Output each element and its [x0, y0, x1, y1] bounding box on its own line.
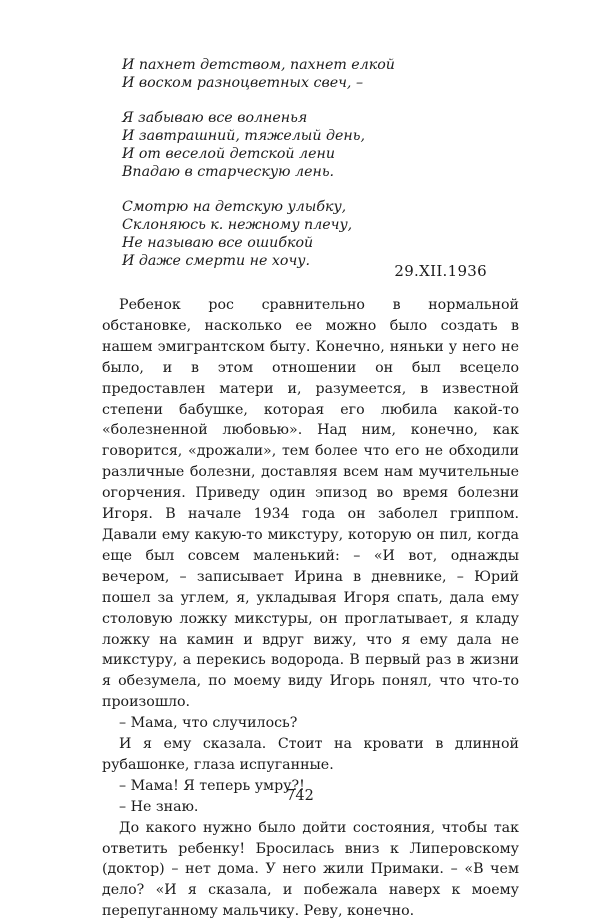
paragraph: И я ему сказала. Стоит на кровати в длинной рубашонке, глаза испуганные. [102, 736, 519, 773]
poem-line: И завтрашний, тяжелый день, [122, 128, 365, 144]
paragraph: Ребенок рос сравнительно в нормальной обстановке, насколько ее можно было создать в нашем эмигрантском быту. Конечно, няньки у него не было, и в этом отношении он был всецело предоставлен матери и, разумеется, в известной степени бабушке, которая его любила какой-то «болезненной любовью». Над ним, конечно, как говорится, «дрожали», тем более что его не обходили различные болезни, доставляя всем нам мучительные огорчения. Приведу один эпизод во время болезни Игоря. В начале 1934 года он заболел гриппом. Давали ему какую-то микстуру, которую он пил, когда еще был совсем маленький: – «И вот, однажды вечером, – записывает Ирина в дневнике, – Юрий пошел за углем, я, укладывая Игоря спать, дала ему столовую ложку микстуры, он проглатывает, я кладу ложку на камин и вдруг вижу, что я ему дала не микстуру, а перекись водорода. В первый раз в жизни я обезумела, по моему виду Игорь понял, что что-то произошло. [102, 297, 519, 711]
poem-stanza [122, 109, 395, 181]
poem-stanza [122, 56, 395, 92]
dialogue-line: – Мама! Я теперь умру?! [119, 777, 305, 794]
poem-stanza [122, 198, 395, 270]
poem-line: Не называю все ошибкой [122, 235, 314, 251]
poem-line: И от веселой детской лени [122, 146, 335, 162]
poem-line: Впадаю в старческую лень. [122, 164, 335, 180]
poem-line: Я забываю все волненья [122, 110, 308, 126]
prose-body [102, 295, 519, 922]
dialogue-line: – Не знаю. [119, 798, 199, 815]
poem-line: И даже смерти не хочу. [122, 253, 311, 269]
poem-line: Смотрю на детскую улыбку, [122, 199, 347, 215]
poem-date: 29.XII.1936 [394, 262, 487, 280]
dialogue-line: – Мама, что случилось? [119, 715, 298, 732]
poem-line: И воском разноцветных свеч, – [122, 75, 364, 91]
poem [122, 56, 395, 287]
poem-line: Склоняюсь к. нежному плечу, [122, 217, 353, 233]
poem-line: И пахнет детством, пахнет елкой [122, 57, 395, 73]
page-number: 742 [286, 788, 314, 804]
paragraph: До какого нужно было дойти состояния, чтобы так ответить ребенку! Бросилась вниз к Липеровскому (доктор) – нет дома. У него жили Примаки. – «В чем дело? «И я сказала, и побежала наверх к моему перепуганному мальчику. Реву, конечно. [102, 819, 519, 920]
